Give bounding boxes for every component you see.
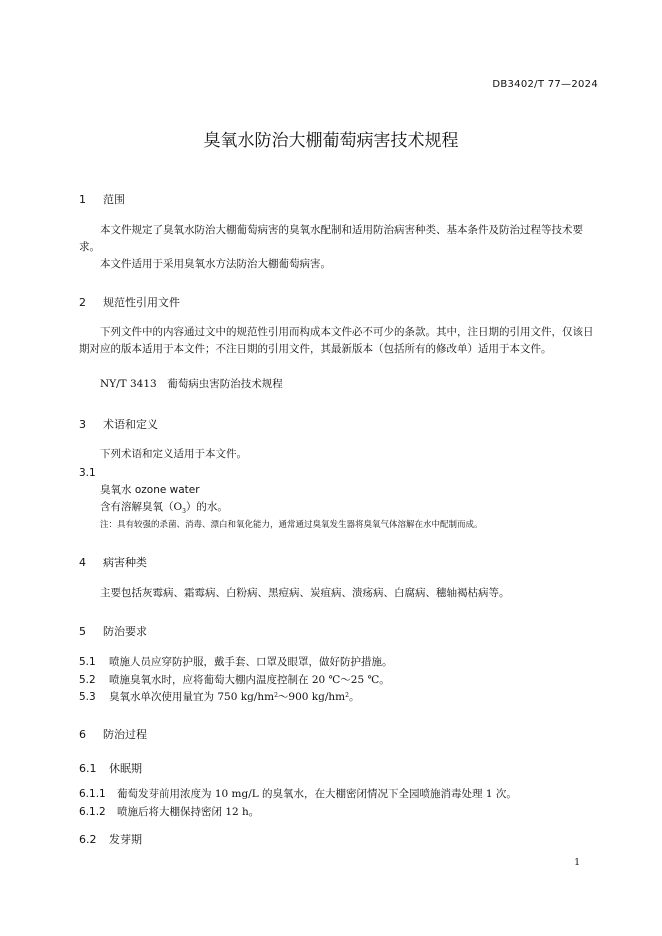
subsection-6-2-heading [79, 831, 142, 847]
section-title: 范围 [103, 193, 125, 206]
term-number: 3.1 [79, 467, 96, 479]
subsection-title: 休眠期 [109, 762, 142, 775]
clause-number: 6.1.1 [79, 788, 106, 800]
subsection-6-1-heading [79, 760, 142, 776]
definition-text: 含有溶解臭氧（O [100, 501, 183, 513]
section-3-intro: 下列术语和定义适用于本文件。 [100, 448, 247, 460]
clause-5-2 [79, 672, 390, 689]
clause-6-1-2 [79, 804, 259, 821]
clause-number: 6.1.2 [79, 806, 106, 818]
clause-number: 5.2 [79, 674, 96, 686]
subscript: 3 [182, 508, 186, 516]
section-title: 防治过程 [103, 728, 147, 741]
section-number: 1 [79, 193, 86, 206]
clause-text: 喷施臭氧水时，应将葡萄大棚内温度控制在 20 ℃～25 ℃。 [109, 674, 390, 686]
section-2-heading [79, 294, 180, 310]
section-title: 防治要求 [103, 625, 147, 638]
clause-text: 喷施后将大棚保持密闭 12 h。 [117, 806, 260, 818]
section-5-heading [79, 623, 147, 639]
section-6-heading [79, 726, 147, 742]
section-3-heading [79, 416, 158, 432]
section-4-paragraph: 主要包括灰霉病、霜霉病、白粉病、黑痘病、炭疽病、溃疡病、白腐病、穗轴褐枯病等。 [100, 587, 510, 599]
definition-text: ）的水。 [185, 501, 228, 513]
term-english: ozone water [134, 484, 200, 496]
section-title: 规范性引用文件 [103, 296, 180, 309]
page-number: 1 [574, 858, 580, 868]
clause-text: 喷施人员应穿防护服，戴手套、口罩及眼罩，做好防护措施。 [109, 656, 393, 668]
document-number: DB3402/T 77—2024 [492, 79, 598, 90]
clause-text: 。 [348, 691, 360, 703]
section-4-heading [79, 554, 147, 570]
clause-number: 5.3 [79, 691, 96, 703]
term-entry [100, 482, 200, 499]
clause-text: ～900 kg/hm [277, 691, 346, 703]
section-number: 6 [79, 728, 86, 741]
term-definition [100, 499, 228, 520]
section-1-paragraph-2: 本文件适用于采用臭氧水方法防治大棚葡萄病害。 [100, 258, 331, 270]
clause-5-1 [79, 654, 393, 671]
section-title: 术语和定义 [103, 418, 158, 431]
subsection-number: 6.1 [79, 762, 97, 775]
clause-6-1-1 [79, 786, 517, 803]
term-chinese: 臭氧水 [100, 484, 132, 496]
section-number: 3 [79, 418, 86, 431]
subsection-number: 6.2 [79, 833, 97, 846]
section-2-paragraph-1: 下列文件中的内容通过文中的规范性引用而构成本文件必不可少的条款。其中，注日期的引用文件，仅该日期对应的版本适用于本文件；不注日期的引用文件，其最新版本（包括所有的修改单）适用于本文件。 [79, 326, 594, 355]
section-1-heading [79, 191, 125, 207]
clause-text: 臭氧水单次使用量宜为 750 kg/hm [109, 691, 275, 703]
section-number: 4 [79, 556, 86, 569]
document-title: 臭氧水防治大棚葡萄病害技术规程 [203, 131, 459, 151]
term-note: 注：具有较强的杀菌、消毒、漂白和氧化能力，通常通过臭氧发生器将臭氧气体溶解在水中配制而成。 [100, 520, 483, 530]
clause-5-3 [79, 689, 359, 706]
section-title: 病害种类 [103, 556, 147, 569]
section-number: 2 [79, 296, 86, 309]
subsection-title: 发芽期 [109, 833, 142, 846]
superscript: 2 [345, 692, 349, 699]
section-1-paragraph-1: 本文件规定了臭氧水防治大棚葡萄病害的臭氧水配制和适用防治病害种类、基本条件及防治过程等技术要求。 [79, 224, 583, 253]
superscript: 2 [274, 692, 278, 699]
clause-text: 葡萄发芽前用浓度为 10 mg/L 的臭氧水，在大棚密闭情况下全园喷施消毒处理 1 次。 [117, 788, 517, 800]
clause-number: 5.1 [79, 656, 96, 668]
normative-reference: NY/T 3413 葡萄病虫害防治技术规程 [100, 378, 283, 390]
section-number: 5 [79, 625, 86, 638]
